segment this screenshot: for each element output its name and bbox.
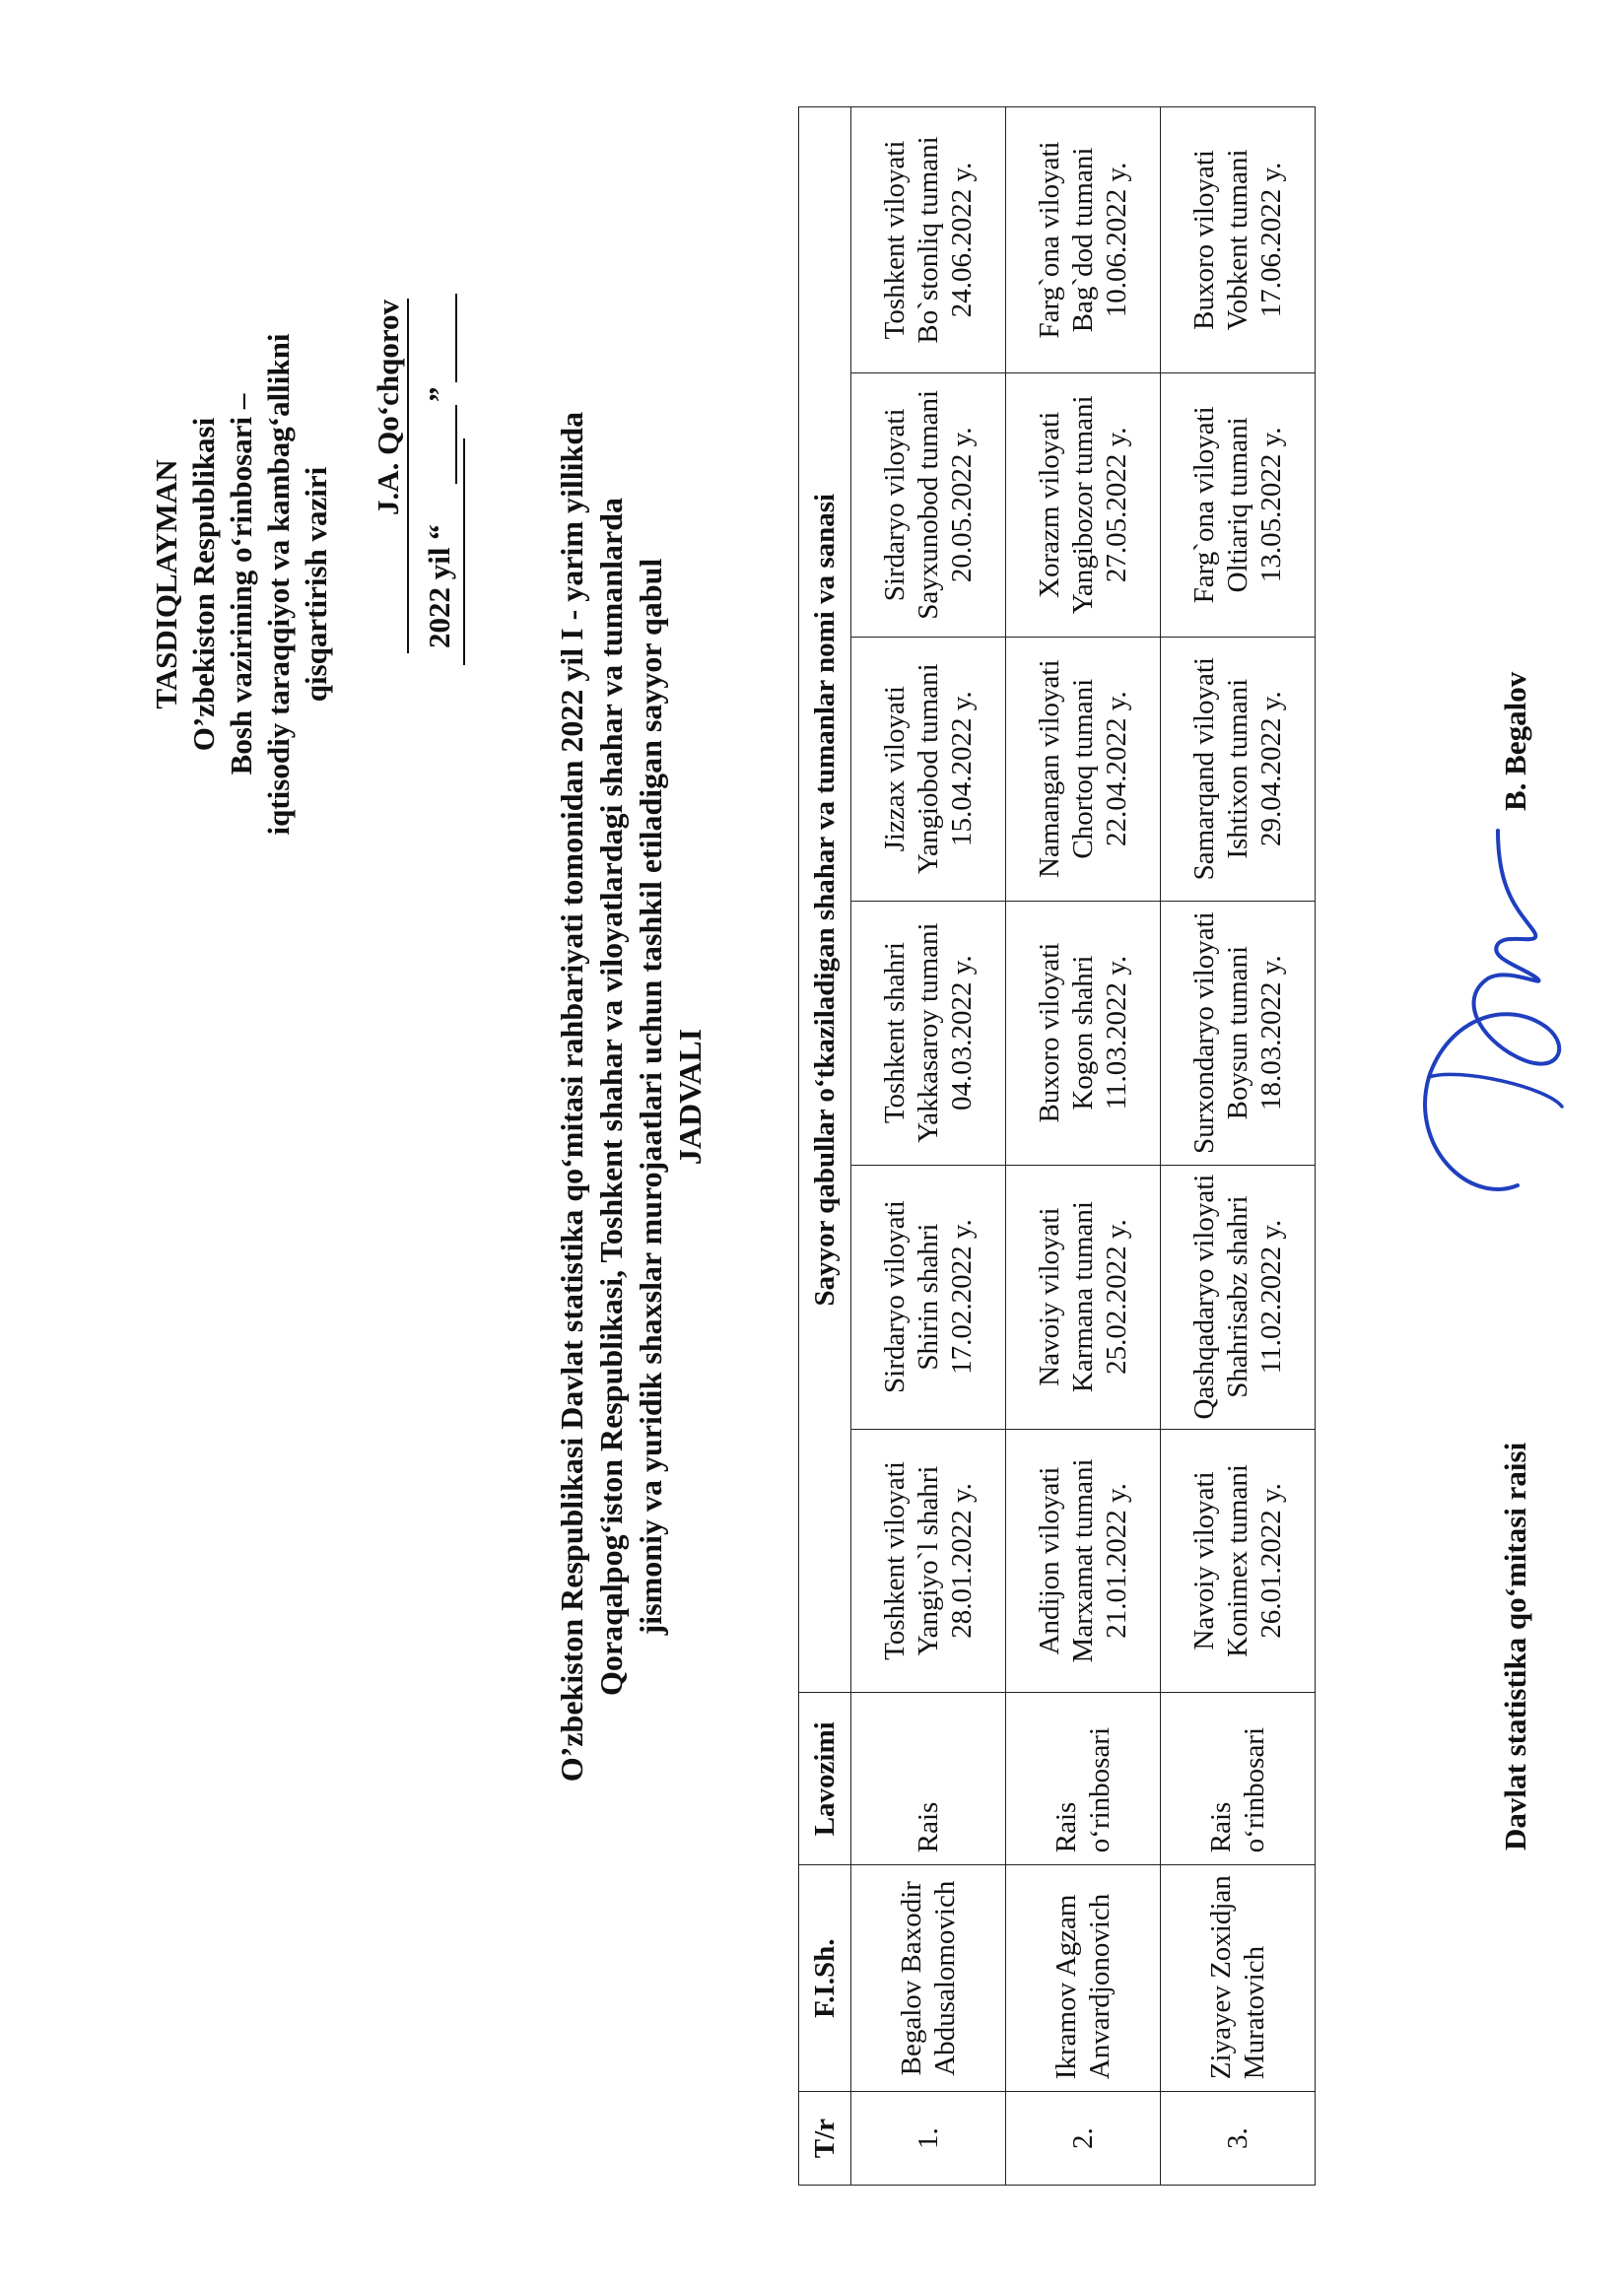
approval-line: TASDIQLAYMAN <box>149 459 183 709</box>
schedule-cell: Farg`ona viloyati Bag`dod tumani 10.06.2022 y. <box>1006 107 1161 373</box>
schedule-cell: Navoiy viloyati Konimex tumani 26.01.2022 y. <box>1161 1429 1316 1693</box>
approval-line: qisqartirish vaziri <box>299 466 333 703</box>
header-position: Lavozimi <box>799 1693 851 1865</box>
approval-line: iqtisodiy taraqqiyot va kambag‘allikni <box>261 333 296 836</box>
document-title <box>552 358 710 1836</box>
schedule-cell: Surxondaryo viloyati Boysun tumani 18.03.2022 y. <box>1161 901 1316 1165</box>
table-header-row <box>799 107 851 2186</box>
title-line: Qoraqalpog‘iston Respublikasi, Toshkent shahar va viloyatlardagi shahar va tumanlarda <box>593 498 629 1696</box>
table-row <box>1006 107 1161 2186</box>
row-name: Ziyayev Zoxidjan Muratovich <box>1161 1865 1316 2092</box>
row-num: 2. <box>1006 2092 1161 2186</box>
header-num: T/r <box>799 2092 851 2186</box>
header-schedule: Sayyor qabullar o‘tkaziladigan shahar va tumanlar nomi va sanasi <box>799 107 851 1693</box>
approval-signature-line <box>407 299 409 653</box>
title-line: O’zbekiston Respublikasi Davlat statistika qo‘mitasi rahbariyati tomonidan 2022 yil I - yarim yillikda <box>554 411 589 1783</box>
approval-date-prefix: 2022 yil “ <box>422 524 456 648</box>
row-position: Rais <box>851 1693 1006 1865</box>
schedule-cell: Samarqand viloyati Ishtixon tumani 29.04.2022 y. <box>1161 637 1316 901</box>
header-name: F.I.Sh. <box>799 1865 851 2092</box>
schedule-cell: Andijon viloyati Marxamat tumani 21.01.2022 y. <box>1006 1429 1161 1693</box>
footer-position: Davlat statistika qo‘mitasi raisi <box>1498 1442 1532 1851</box>
title-line: JADVALI <box>672 1028 708 1166</box>
row-name: Begalov Baxodir Abdusalomovich <box>851 1865 1006 2092</box>
approval-date-quote: ” <box>422 386 456 402</box>
approval-date-underline <box>463 438 465 665</box>
schedule-cell: Qashqadaryo viloyati Shahrisabz shahri 11.02.2022 y. <box>1161 1165 1316 1429</box>
schedule-cell: Farg`ona viloyati Oltiariq tumani 13.05.2022 y. <box>1161 372 1316 637</box>
approval-signer: J.A. Qo‘chqorov <box>371 299 405 515</box>
row-position: Rais o‘rinbosari <box>1006 1693 1161 1865</box>
schedule-cell: Toshkent viloyati Bo`stonliq tumani 24.06.2022 y. <box>851 107 1006 373</box>
handwritten-signature <box>1350 811 1596 1225</box>
row-num: 3. <box>1161 2092 1316 2186</box>
schedule-cell: Navoiy viloyati Karmana tumani 25.02.2022 y. <box>1006 1165 1161 1429</box>
schedule-cell: Toshkent viloyati Yangiyo`l shahri 28.01.2022 y. <box>851 1429 1006 1693</box>
row-name: Ikramov Agzam Anvardjonovich <box>1006 1865 1161 2092</box>
approval-line: O’zbekiston Respublikasi <box>186 417 221 752</box>
table-row <box>851 107 1006 2186</box>
approval-date-day-line <box>455 405 457 484</box>
schedule-cell: Sirdaryo viloyati Shirin shahri 17.02.2022 y. <box>851 1165 1006 1429</box>
row-num: 1. <box>851 2092 1006 2186</box>
approval-date-month-line <box>455 294 457 382</box>
table-row <box>1161 107 1316 2186</box>
schedule-cell: Xorazm viloyati Yangibozor tumani 27.05.2022 y. <box>1006 372 1161 637</box>
row-position: Rais o‘rinbosari <box>1161 1693 1316 1865</box>
footer-signer: B. Begalov <box>1498 671 1532 811</box>
approval-block <box>148 299 335 870</box>
schedule-cell: Jizzax viloyati Yangiobod tumani 15.04.2022 y. <box>851 637 1006 901</box>
schedule-cell: Toshkent shahri Yakkasaroy tumani 04.03.2022 y. <box>851 901 1006 1165</box>
title-line: jismoniy va yuridik shaxslar murojaatlari uchun tashkil etiladigan sayyor qabul <box>633 558 668 1636</box>
schedule-cell: Buxoro viloyati Kogon shahri 11.03.2022 y. <box>1006 901 1161 1165</box>
schedule-cell: Buxoro viloyati Vobkent tumani 17.06.2022 y. <box>1161 107 1316 373</box>
approval-line: Bosh vazirining o‘rinbosari – <box>224 393 258 775</box>
schedule-cell: Namangan viloyati Chortoq tumani 22.04.2022 y. <box>1006 637 1161 901</box>
schedule-cell: Sirdaryo viloyati Sayxunobod tumani 20.05.2022 y. <box>851 372 1006 637</box>
schedule-table <box>798 106 1316 2186</box>
